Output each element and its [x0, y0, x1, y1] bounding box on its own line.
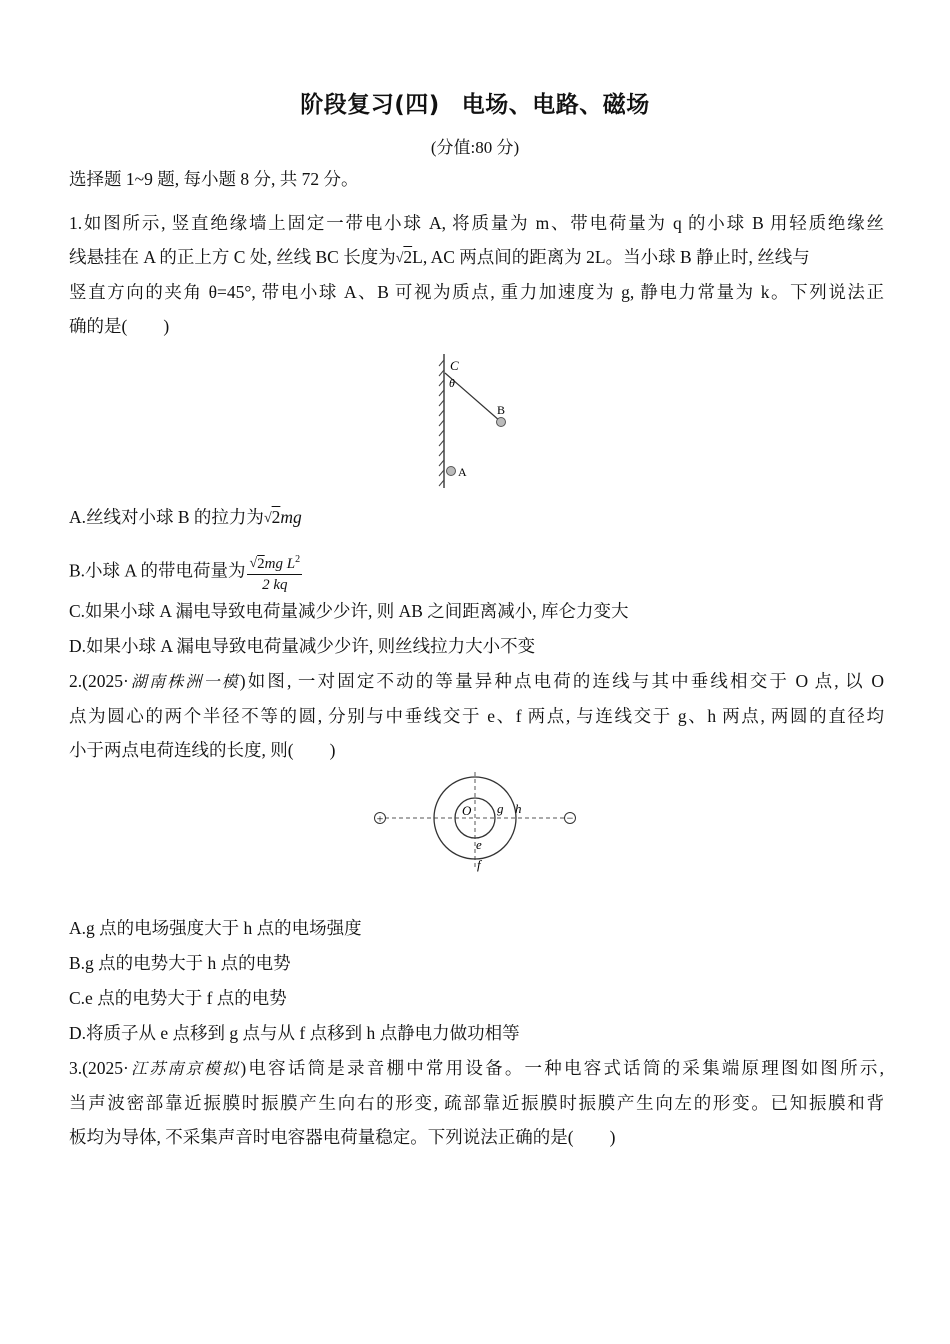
q1-option-c: C.如果小球 A 漏电导致电荷量减少少许, 则 AB 之间距离减小, 库仑力变大: [69, 601, 629, 621]
label-a: A: [458, 465, 467, 479]
label-h: h: [515, 801, 522, 816]
title-part2: 电场、电路、磁场: [461, 92, 650, 118]
title-part1: 阶段复习(四): [300, 92, 440, 118]
label-b: B: [497, 403, 506, 417]
ball-a: [447, 467, 456, 476]
q2-line2: 点为圆心的两个半径不等的圆, 分别与中垂线交于 e、f 两点, 与连线交于 g、h 两点, 两圆的直径均: [69, 706, 884, 726]
q1-line4: 确的是( ): [69, 316, 170, 336]
minus-icon: −: [566, 811, 574, 825]
q1-line2: 线悬挂在 A 的正上方 C 处, 丝线 BC 长度为√2L, AC 两点间的距离为 2L。当小球 B 静止时, 丝线与: [69, 247, 810, 267]
q1-figure: [425, 350, 535, 495]
q1-option-d: D.如果小球 A 漏电导致电荷量减少少许, 则丝线拉力大小不变: [69, 636, 536, 656]
fraction: $\frac{√2mg L^2}{2 kq}$: [247, 550, 302, 595]
q1-option-a: A.丝线对小球 B 的拉力为√2mg: [69, 507, 302, 527]
q2-figure: [365, 768, 590, 878]
label-f: f: [477, 857, 481, 872]
q2-option-b: B.g 点的电势大于 h 点的电势: [69, 953, 291, 973]
plus-icon: +: [376, 811, 384, 826]
q2-option-c: C.e 点的电势大于 f 点的电势: [69, 988, 287, 1008]
q2-line3: 小于两点电荷连线的长度, 则( ): [69, 740, 336, 760]
page-title: [0, 86, 950, 119]
sqrt-icon: √: [395, 251, 404, 266]
label-theta: θ: [449, 376, 455, 390]
q3-line2: 当声波密部靠近振膜时振膜产生向右的形变, 疏部靠近振膜时振膜产生向左的形变。已知振膜和背: [69, 1093, 884, 1113]
label-e: e: [476, 837, 482, 852]
q3-line1: 3.(2025·江苏南京模拟)电容话筒是录音棚中常用设备。一种电容式话筒的采集端原理图如图所示,: [69, 1058, 884, 1078]
label-c: C: [450, 358, 459, 373]
ball-b: [497, 418, 506, 427]
score-note: (分值:80 分): [430, 138, 520, 157]
q1-option-b: B.小球 A 的带电荷量为 $\frac{√2mg L^2}{2 kq}$: [69, 550, 884, 595]
q3-line3: 板均为导体, 不采集声音时电容器电荷量稳定。下列说法正确的是( ): [69, 1127, 616, 1147]
q2-line1: 2.(2025·湖南株洲一模)如图, 一对固定不动的等量异种点电荷的连线与其中垂线相交于 O 点, 以 O: [69, 671, 884, 691]
label-o: O: [462, 803, 472, 818]
wall-hatching: [439, 354, 444, 488]
q2-option-a: A.g 点的电场强度大于 h 点的电场强度: [69, 918, 362, 938]
q1-line3: 竖直方向的夹角 θ=45°, 带电小球 A、B 可视为质点, 重力加速度为 g, 静电力常量为 k。下列说法正: [69, 282, 884, 302]
q1-line1: 1.如图所示, 竖直绝缘墙上固定一带电小球 A, 将质量为 m、带电荷量为 q 的小球 B 用轻质绝缘丝: [69, 213, 884, 233]
section-intro: 选择题 1~9 题, 每小题 8 分, 共 72 分。: [69, 169, 359, 189]
q2-option-d: D.将质子从 e 点移到 g 点与从 f 点移到 h 点静电力做功相等: [69, 1023, 520, 1043]
label-g: g: [497, 801, 504, 816]
